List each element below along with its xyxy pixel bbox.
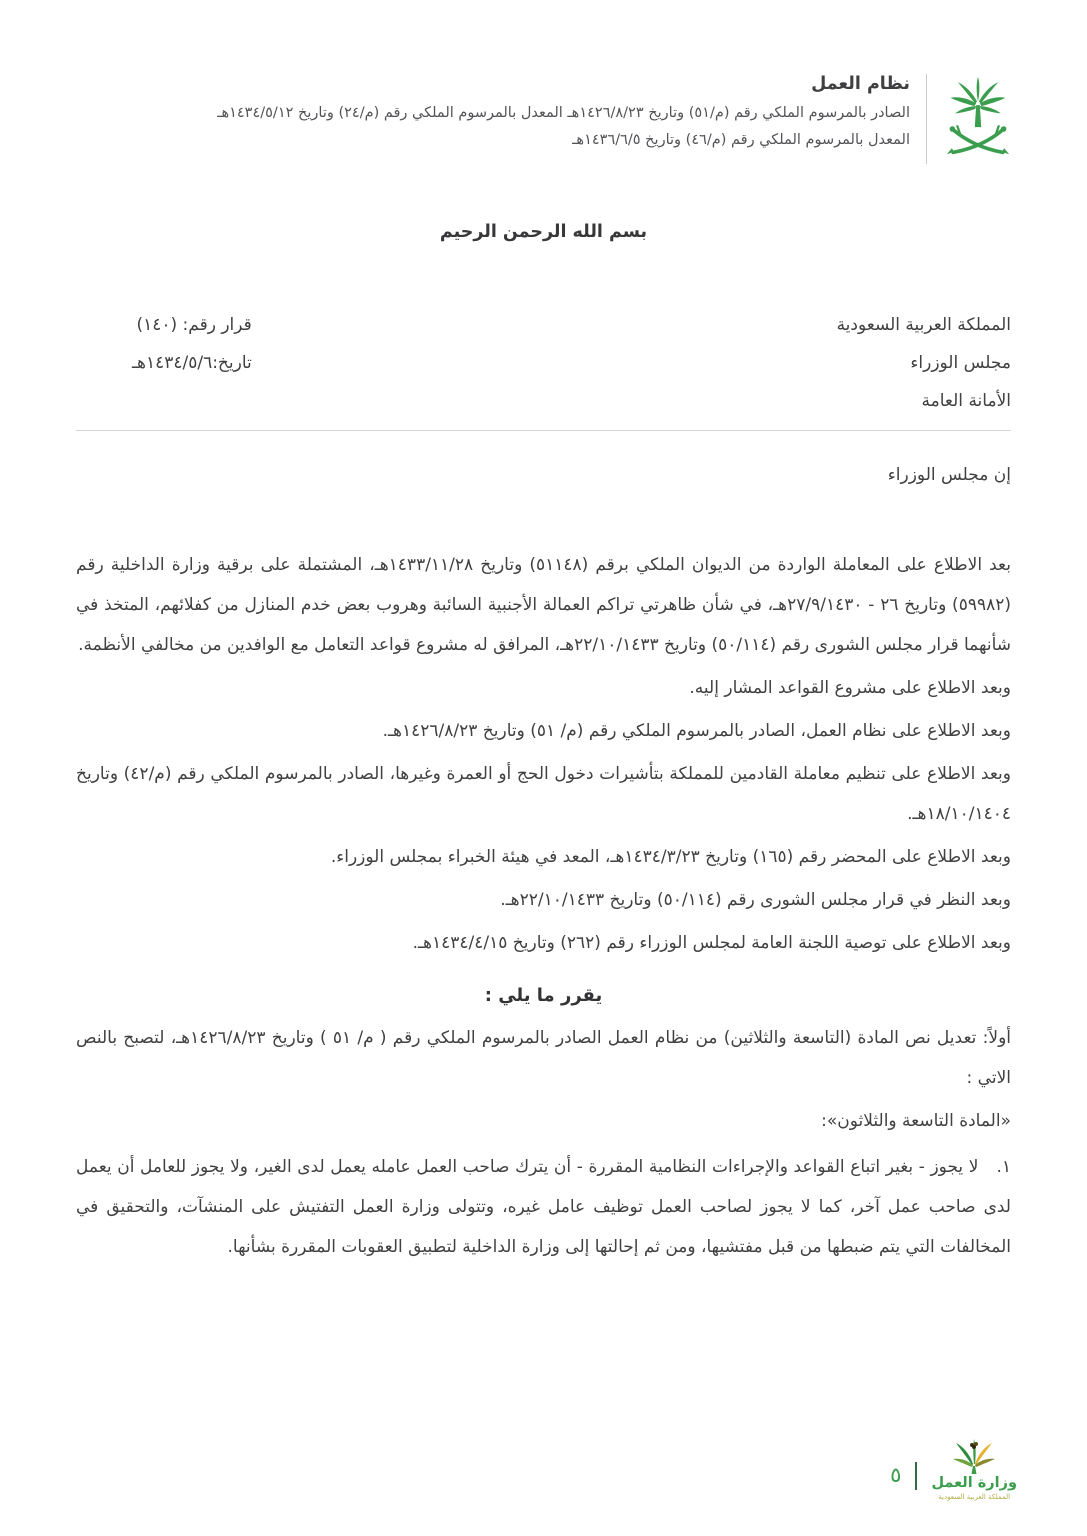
preamble-paragraph-3: وبعد الاطلاع على نظام العمل، الصادر بالمرسوم الملكي رقم (م/ ٥١) وتاريخ ١٤٢٦/٨/٢٣هـ. (382, 721, 1011, 741)
preamble-paragraph-2: وبعد الاطلاع على مشروع القواعد المشار إليه. (689, 678, 1011, 698)
decree-heading: يقرر ما يلي : (484, 985, 603, 1006)
preamble-paragraph-4: وبعد الاطلاع على تنظيم معاملة القادمين للمملكة بتأشيرات دخول الحج أو العمرة وغيرها، الصادر بالمرسوم الملكي رقم (م/٤٢) وتاريخ ١٨/١٠/١٤٠٤هـ. (76, 764, 1011, 824)
header-text (76, 72, 910, 154)
first-clause: أولاً: تعديل نص المادة (التاسعة والثلاثين) من نظام العمل الصادر بالمرسوم الملكي رقم ( م/ ٥١ ) وتاريخ ١٤٢٦/٨/٢٣هـ، لتصبح بالنص الاتي : (76, 1028, 1011, 1088)
article-item-number: ١. (996, 1157, 1011, 1177)
basmala: بسم الله الرحمن الرحيم (439, 222, 648, 242)
meta-council: مجلس الوزراء (910, 353, 1011, 373)
document-subtitle-line2: المعدل بالمرسوم الملكي رقم (م/٤٦) وتاريخ ١٤٣٦/٦/٥هـ (572, 132, 910, 148)
decree-meta (76, 306, 1011, 420)
decision-date: تاريخ:١٤٣٤/٥/٦هـ (132, 353, 252, 373)
preamble-paragraph-6: وبعد النظر في قرار مجلس الشورى رقم (٥٠/١١٤) وتاريخ ٢٢/١٠/١٤٣٣هـ. (500, 890, 1011, 910)
meta-secretariat: الأمانة العامة (921, 391, 1011, 411)
ministry-subtitle: المملكة العربية السعودية (938, 1493, 1011, 1501)
page-footer (890, 1434, 1017, 1502)
saudi-emblem-icon (945, 72, 1011, 164)
article-item-1 (76, 1147, 1011, 1267)
ministry-name: وزارة العمل (931, 1475, 1017, 1491)
decision-info (132, 306, 252, 382)
page-number: ٥ (890, 1463, 902, 1487)
preamble-paragraph-1: بعد الاطلاع على المعاملة الواردة من الديوان الملكي برقم (٥١١٤٨) وتاريخ ١٤٣٣/١١/٢٨هـ، المشتملة على برقية وزارة الداخلية رقم (٥٩٩٨٢) وتاريخ ٢٦ - ٢٧/٩/١٤٣٠هـ، في شأن ظاهرتي تراكم العمالة الأجنبية السائبة وهروب بعض خدم المنازل من كفلائهم، المتخذ في شأنهما قرار مجلس الشورى رقم (٥٠/١١٤) وتاريخ ٢٢/١٠/١٤٣٣هـ، المرافق له مشروع قواعد التعامل مع الوافدين من مخالفي الأنظمة. (76, 555, 1011, 655)
document-header (76, 72, 1011, 164)
section-divider (76, 430, 1011, 431)
document-title: نظام العمل (811, 74, 910, 94)
footer-divider (915, 1462, 917, 1490)
meta-country: المملكة العربية السعودية (836, 315, 1011, 335)
article-item-text: لا يجوز - بغير اتباع القواعد والإجراءات النظامية المقررة - أن يترك صاحب العمل عامله يعمل لدى الغير، ولا يجوز للعامل أن يعمل لدى صاحب عمل آخر، كما لا يجوز لصاحب العمل توظيف عامل غيره، وتتولى وزارة العمل التفتيش على المنشآت، والتحقيق في المخالفات التي يتم ضبطها من قبل مفتشيها، ومن ثم إحالتها إلى وزارة الداخلية لتطبيق العقوبات المقررة بشأنها. (76, 1157, 1011, 1257)
header-divider (926, 74, 927, 164)
ministry-logo (931, 1434, 1017, 1502)
decision-number: قرار رقم: (١٤٠) (136, 315, 252, 335)
ministry-palm-icon (952, 1434, 996, 1474)
opening-line: إن مجلس الوزراء (887, 465, 1011, 485)
preamble-paragraph-5: وبعد الاطلاع على المحضر رقم (١٦٥) وتاريخ ١٤٣٤/٣/٢٣هـ، المعد في هيئة الخبراء بمجلس الوزراء. (330, 847, 1011, 867)
article-title: «المادة التاسعة والثلاثون»: (821, 1111, 1011, 1131)
document-subtitle-line1: الصادر بالمرسوم الملكي رقم (م/٥١) وتاريخ ١٤٢٦/٨/٢٣هـ المعدل بالمرسوم الملكي رقم (م/٢٤) وتاريخ ١٤٣٤/٥/١٢هـ (217, 105, 910, 121)
issuing-authority (837, 306, 1011, 420)
preamble-paragraph-7: وبعد الاطلاع على توصية اللجنة العامة لمجلس الوزراء رقم (٢٦٢) وتاريخ ١٤٣٤/٤/١٥هـ. (412, 933, 1011, 953)
